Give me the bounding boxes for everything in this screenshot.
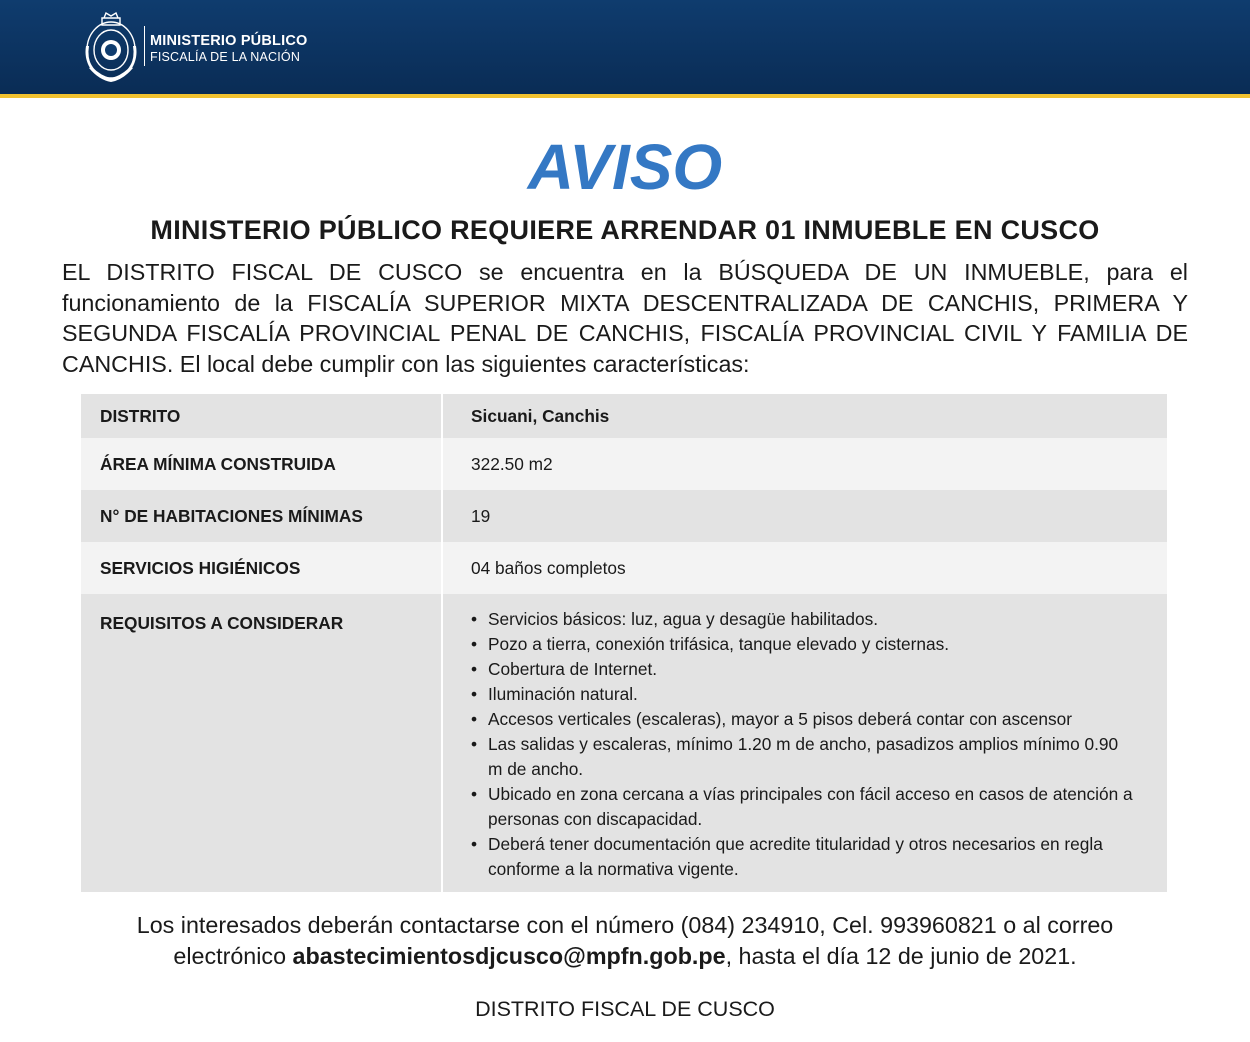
intro-paragraph: EL DISTRITO FISCAL DE CUSCO se encuentra en la BÚSQUEDA DE UN INMUEBLE, para el funcionamiento de la FISCALÍA SUPERIOR MIXTA DESCENTRALIZADA DE CANCHIS, PRIMERA Y SEGUNDA FISCALÍA PROVINCIAL PENAL DE CANCHIS, FISCALÍA PROVINCIAL CIVIL Y FAMILIA DE CANCHIS. El local debe cumplir con las siguientes características: [62,259,1188,378]
contact-deadline: , hasta el día 12 de junio de 2021. [725,942,1077,969]
list-item: • Accesos verticales (escaleras), mayor a 5 pisos deberá contar con ascensor [471,707,1167,732]
table-row-value: 322.50 m2 [443,438,1167,490]
brand-name [150,34,307,63]
requirements-list [443,594,1167,882]
list-item: • Las salidas y escaleras, mínimo 1.20 m de ancho, pasadizos amplios mínimo 0.90 m de ancho. [471,732,1167,782]
notice-subtitle: MINISTERIO PÚBLICO REQUIERE ARRENDAR 01 INMUEBLE EN CUSCO [150,215,1100,245]
contact-prefix: electrónico [173,942,293,969]
contact-line: Los interesados deberán contactarse con el número (084) 234910, Cel. 993960821 o al correo [136,912,1114,938]
list-item: • Servicios básicos: luz, agua y desagüe habilitados. [471,607,1167,632]
list-item: • Deberá tener documentación que acredite titularidad y otros necesarios en regla conforme a la normativa vigente. [471,832,1167,882]
table-row-value: 19 [443,490,1167,542]
table-row-value: Sicuani, Canchis [443,394,1167,438]
contact-info [0,910,1250,971]
requirements-cell [443,594,1167,892]
header-stripe [0,94,1250,98]
table-row-label: N° DE HABITACIONES MÍNIMAS [81,490,441,542]
table-row-value: 04 baños completos [443,542,1167,594]
brand-divider [144,26,145,66]
org-subtitle: FISCALÍA DE LA NACIÓN [150,49,301,64]
table-row-label: SERVICIOS HIGIÉNICOS [81,542,441,594]
requirements-label: REQUISITOS A CONSIDERAR [81,594,441,892]
signature: DISTRITO FISCAL DE CUSCO [475,997,775,1021]
list-item: • Pozo a tierra, conexión trifásica, tanque elevado y cisternas. [471,632,1167,657]
coat-of-arms-icon [80,8,142,86]
contact-line [0,941,1250,972]
org-name: MINISTERIO PÚBLICO [150,33,308,49]
requirements-table [81,394,1167,892]
table-row-label: ÁREA MÍNIMA CONSTRUIDA [81,438,441,490]
list-item: • Cobertura de Internet. [471,657,1167,682]
notice-title: AVISO [527,131,723,203]
header-band [0,0,1250,94]
contact-email[interactable]: abastecimientosdjcusco@mpfn.gob.pe [292,942,726,969]
list-item: • Iluminación natural. [471,682,1167,707]
table-row-label: DISTRITO [81,394,441,438]
list-item: • Ubicado en zona cercana a vías principales con fácil acceso en casos de atención a personas con discapacidad. [471,782,1167,832]
